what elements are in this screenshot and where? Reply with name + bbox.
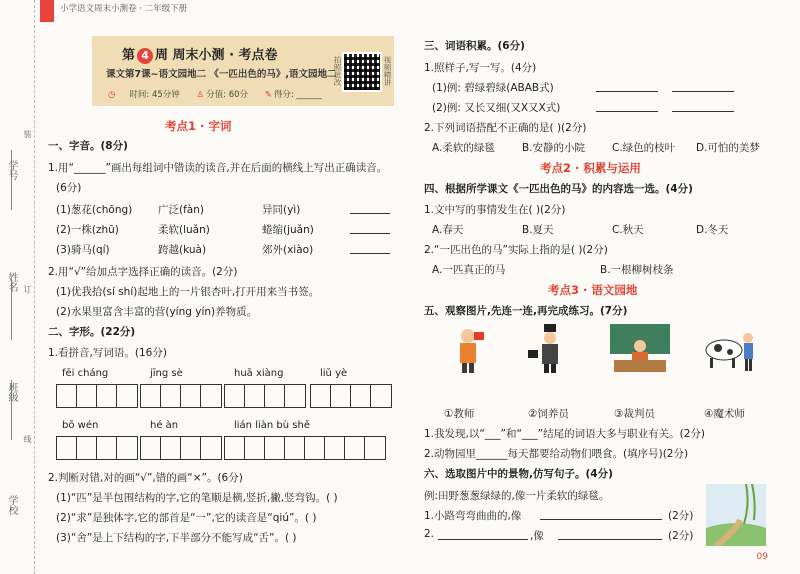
option[interactable]: A.柔软的绿毯 [432, 142, 495, 154]
writing-grid[interactable] [310, 384, 392, 408]
answer-line[interactable] [350, 233, 390, 234]
title-post: 周 周末小测 · 考点卷 [155, 48, 278, 63]
points-label: (2分) [668, 530, 694, 542]
student-number-label: 学号 [6, 160, 17, 180]
s1-q1: 1.用“______”画出每组词中错读的读音,并在后面的横线上写出正确读音。 [48, 162, 388, 174]
writing-grid[interactable] [224, 384, 306, 408]
s4-heading: 四、根据所学课文《一匹出色的马》的内容选一选。(4分) [424, 183, 693, 195]
s2-q2a: (1)“匹”是半包围结构的字,它的笔顺是横,竖折,撇,竖弯钩。( ) [56, 492, 338, 504]
s4-q1: 1.文中写的事情发生在( )(2分) [424, 204, 566, 216]
cow-keeper-picture[interactable] [700, 324, 760, 374]
s6-q2: 2. [424, 528, 435, 540]
kp3-heading: 考点3 · 语文园地 [548, 283, 638, 297]
picture-label: ③裁判员 [614, 408, 655, 420]
person-icon: ♙ [196, 90, 205, 100]
answer-line[interactable] [672, 111, 734, 112]
s5-q2: 2.动物园里______每天都要给动物们喂食。(填序号)(2分) [424, 448, 689, 460]
s1-q1-points: (6分) [56, 182, 82, 194]
grid-pinyin: hé àn [150, 420, 179, 431]
kp2-heading: 考点2 · 积累与运用 [540, 161, 641, 175]
pinyin-item: 郊外(xiào) [262, 244, 314, 256]
s3-q1a: (1)例: 碧绿碧绿(ABAB式) [432, 82, 554, 94]
binding-strip [0, 0, 35, 574]
s3-q1b: (2)例: 又长又细(又X又X式) [432, 102, 561, 114]
grid-pinyin: jīng sè [150, 368, 183, 379]
grid-pinyin: bō wén [62, 420, 99, 431]
answer-line[interactable] [540, 519, 662, 520]
option[interactable]: D.冬天 [696, 224, 729, 236]
binding-mark: 订 [23, 285, 32, 293]
s1-q2: 2.用“√”给加点字选择正确的读音。(2分) [48, 266, 238, 278]
writing-grid[interactable] [140, 436, 222, 460]
s1-heading: 一、字音。(8分) [48, 140, 128, 152]
s3-q2: 2.下列词语搭配不正确的是( )(2分) [424, 122, 587, 134]
grid-pinyin: lián liàn bù shě [234, 420, 310, 431]
pinyin-item: (2)一株(zhū) [56, 224, 119, 236]
option[interactable]: B.一根柳树枝条 [600, 264, 674, 276]
answer-line[interactable] [350, 213, 390, 214]
s3-q1: 1.照样子,写一写。(4分) [424, 62, 537, 74]
s6-q2-mid: ,像 [530, 530, 544, 542]
s2-q2c: (3)“舍”是上下结构的字,下半部分不能写成“舌”。( ) [56, 532, 297, 544]
pinyin-item: 异同(yì) [262, 204, 301, 216]
title-pre: 第 [122, 48, 136, 63]
s1-q2a: (1)优我拾(sí shí)起地上的一片银杏叶,打开用来当书签。 [56, 286, 320, 298]
answer-line[interactable] [558, 539, 662, 540]
magician-picture[interactable] [520, 324, 580, 374]
s2-heading: 二、字形。(22分) [48, 326, 136, 338]
teacher-picture[interactable] [610, 324, 670, 374]
writing-grid[interactable] [56, 384, 138, 408]
binding-line [11, 150, 12, 210]
option[interactable]: A.一匹真正的马 [432, 264, 506, 276]
answer-line[interactable] [672, 91, 734, 92]
answer-line[interactable] [350, 253, 390, 254]
score-text: 得分: ______ [273, 90, 322, 100]
pinyin-item: (1)葱花(chōng) [56, 204, 133, 216]
picture-label: ②饲养员 [528, 408, 569, 420]
s2-q2b: (2)“求”是独体字,它的部首是“一”,它的读音是“qiú”。( ) [56, 512, 317, 524]
quiz-title [122, 44, 278, 64]
qr-left-label: 拍照批改 [333, 56, 342, 86]
page-number: 09 [756, 552, 768, 562]
pinyin-item: 广泛(fàn) [158, 204, 204, 216]
qr-code[interactable] [342, 52, 382, 92]
s2-q1: 1.看拼音,写词语。(16分) [48, 347, 167, 359]
name-label: 姓名 [6, 272, 17, 292]
class-label: 班级 [6, 382, 17, 402]
answer-line[interactable] [596, 111, 658, 112]
quiz-meta [108, 88, 336, 100]
grid-pinyin: fēi cháng [62, 368, 109, 379]
clock-icon: ◷ [108, 90, 116, 100]
option[interactable]: A.春天 [432, 224, 464, 236]
kp1-heading: 考点1 · 字词 [165, 119, 232, 133]
pinyin-item: 蜷缩(juǎn) [262, 224, 314, 236]
qr-right-label: 视频精讲 [383, 56, 392, 86]
quiz-subtitle: 课文第7课~语文园地二 《一匹出色的马》,语文园地二 [106, 69, 337, 80]
writing-grid[interactable] [56, 436, 138, 460]
option[interactable]: D.可怕的美梦 [696, 142, 760, 154]
points-label: (2分) [668, 510, 694, 522]
s5-q1: 1.我发现,以“___”和“___”结尾的词语大多与职业有关。(2分) [424, 428, 705, 440]
pinyin-item: (3)骑马(qí) [56, 244, 110, 256]
binding-mark: 装 [23, 130, 32, 138]
grid-pinyin: liǔ yè [320, 368, 348, 379]
s6-q1: 1.小路弯弯曲曲的,像 [424, 510, 522, 522]
s6-heading: 六、选取图片中的景物,仿写句子。(4分) [424, 468, 613, 480]
scenery-picture [706, 484, 766, 546]
answer-line[interactable] [596, 91, 658, 92]
s3-heading: 三、词语积累。(6分) [424, 40, 525, 52]
picture-label: ①教师 [444, 408, 475, 420]
option[interactable]: B.安静的小院 [522, 142, 586, 154]
school-label: 学校 [6, 495, 17, 515]
time-text: 时间: 45分钟 [129, 90, 180, 100]
s6-example: 例:田野葱葱绿绿的,像一片柔软的绿毯。 [424, 490, 610, 502]
red-tab [40, 0, 54, 22]
pen-icon: ✎ [264, 90, 272, 100]
answer-line[interactable] [438, 539, 528, 540]
s5-heading: 五、观察图片,先连一连,再完成练习。(7分) [424, 305, 628, 317]
writing-grid[interactable] [224, 436, 386, 460]
s4-q2: 2.“一匹出色的马”实际上指的是( )(2分) [424, 244, 608, 256]
series-title: 小学语文周末小测卷 · 二年级下册 [60, 4, 188, 14]
option[interactable]: C.绿色的枝叶 [612, 142, 676, 154]
referee-picture[interactable] [438, 324, 498, 374]
s2-q2: 2.判断对错,对的画“√”,错的画“×”。(6分) [48, 472, 243, 484]
week-badge: 4 [137, 48, 153, 64]
option[interactable]: C.秋天 [612, 224, 644, 236]
pinyin-item: 跨越(kuà) [158, 244, 207, 256]
s1-q2b: (2)水果里富含丰富的营(yíng yín)养物质。 [56, 306, 258, 318]
option[interactable]: B.夏天 [522, 224, 554, 236]
top-bar [40, 0, 400, 16]
picture-label: ④魔术师 [704, 408, 745, 420]
pinyin-item: 柔软(luǎn) [158, 224, 210, 236]
binding-mark: 线 [23, 435, 32, 443]
total-score-text: 分值: 60分 [206, 90, 249, 100]
grid-pinyin: huā xiàng [234, 368, 284, 379]
writing-grid[interactable] [140, 384, 222, 408]
